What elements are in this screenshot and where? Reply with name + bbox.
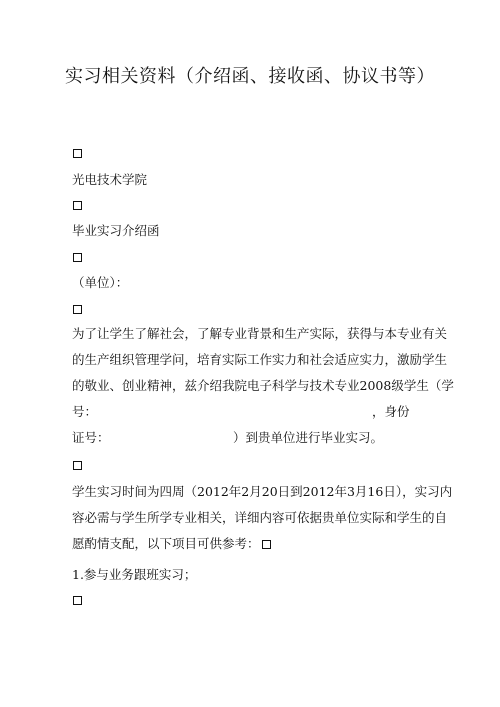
school-name: 光电技术学院 [72,172,148,187]
checkbox-placeholder-icon [262,540,271,549]
list-item-1: 1.参与业务跟班实习； [72,567,197,582]
paragraph-1-line-4-start: 号： [72,404,98,419]
checkbox-placeholder-icon [73,149,82,158]
paragraph-2-line-3: 愿酌情支配，以下项目可供参考： [72,536,260,551]
paragraph-2-line-1: 学生实习时间为四周（2012年2月20日到2012年3月16日），实习内 [72,484,453,499]
recipient-unit: （单位）： [72,275,129,290]
paragraph-1-line-2: 的生产组织管理学问，培育实际工作实力和社会适应实力，激励学生 [72,352,448,367]
document-title: 实习相关资料（介绍函、接收函、协议书等） [65,66,435,87]
checkbox-placeholder-icon [73,201,82,210]
paragraph-1-line-3: 的敬业、创业精神，兹介绍我院电子科学与技术专业2008级学生（学 [72,378,454,393]
checkbox-placeholder-icon [73,305,82,314]
letter-title: 毕业实习介绍函 [72,223,160,238]
checkbox-placeholder-icon [73,596,82,605]
paragraph-2-line-2: 容必需与学生所学专业相关，详细内容可依据贵单位实际和学生的自 [72,510,448,525]
checkbox-placeholder-icon [73,461,82,470]
paragraph-1-line-4-end: ，身份 [372,404,410,419]
paragraph-2-line-3-wrap [72,535,271,553]
paragraph-1-line-5-end: ）到贵单位进行毕业实习。 [233,430,384,445]
paragraph-1-line-1: 为了让学生了解社会，了解专业背景和生产实际，获得与本专业有关 [72,326,448,341]
paragraph-1-line-5-start: 证号： [72,430,110,445]
checkbox-placeholder-icon [73,253,82,262]
